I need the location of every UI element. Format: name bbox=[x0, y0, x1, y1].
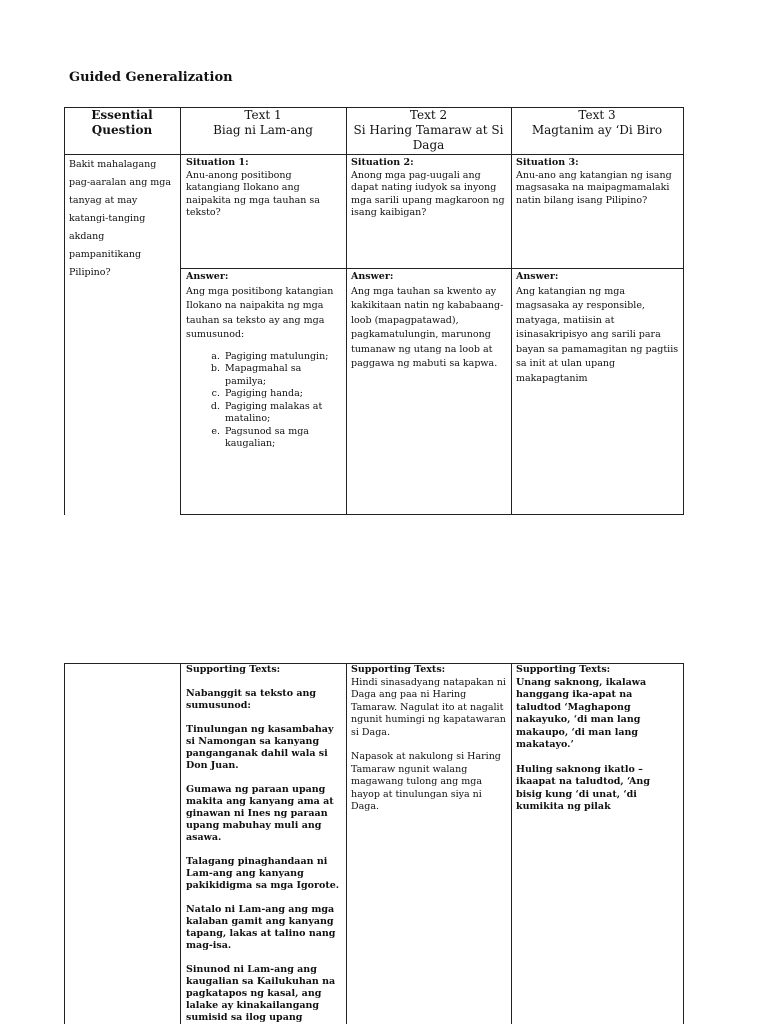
essential-question-text: Bakit mahalagang pag-aaralan ang mga tanyag at may katangi-tanging akdang pampanitikang Pilipino? bbox=[69, 159, 172, 278]
header-text-1: Text 1 Biag ni Lam-ang bbox=[213, 108, 313, 137]
list-item: e. Pagsunod sa mga kaugalian; bbox=[223, 426, 336, 451]
list-item: c. Pagiging handa; bbox=[223, 388, 336, 401]
header-text-2: Text 2 Si Haring Tamaraw at Si Daga bbox=[353, 108, 504, 152]
situation-1: Situation 1: Anu-anong positibong katangiang Ilokano ang naipakita ng mga tauhan sa teksto? bbox=[186, 157, 320, 218]
answer-1: Answer: Ang mga positibong katangian Ilokano na naipakita ng mga tauhan sa teksto ay ang mga sumusunod: a. Pagiging matulungin; b. Mapagmahal sa pamilya; c. Pagiging handa; d. Pagiging malakas at matalino; e. Pagsunod sa mga kaugalian; bbox=[186, 270, 336, 451]
answer-2: Answer: Ang mga tauhan sa kwento ay kakikitaan natin ng kababaang-loob (mapagpatawad), pagkamatulungin, marunong tumanaw ng utang na loob at paggawa ng mabuti sa kapwa. bbox=[351, 271, 504, 369]
page-title: Guided Generalization bbox=[69, 70, 233, 85]
supporting-texts-3: Supporting Texts: Unang saknong, ikalawa hanggang ika-apat na taludtod ‘Maghapong nakayuko, ‘di man lang makaupo, ‘di man lang makatayo.’ Huling saknong ikatlo – ikaapat na taludtod, ‘Ang bisig kung ‘di unat, ‘di kumikita ng pilak bbox=[516, 664, 650, 812]
situation-2: Situation 2: Anong mga pag-uugali ang dapat nating iudyok sa inyong mga sarili upang magkaroon ng isang kaibigan? bbox=[351, 157, 505, 218]
answer-1-list bbox=[186, 351, 336, 451]
supporting-texts-1: Supporting Texts: Nabanggit sa teksto ang sumusunod: Tinulungan ng kasambahay si Namongan sa kanyang panganganak dahil wala si Don Juan. Gumawa ng paraan upang makita ang kanyang ama at ginawan ni Ines ng paraan upang mabuhay muli ang asawa. Talagang pinaghandaan ni Lam-ang ang kanyang pakikidigma sa mga Igorote. Natalo ni Lam-ang ang mga kalaban gamit ang kanyang tapang, lakas at talino nang mag-isa. Sinunod ni Lam-ang ang kaugalian sa Kailukuhan na pagkatapos ng kasal, ang lalake ay kinakailangang sumisid sa ilog upang bbox=[186, 664, 340, 1023]
situation-3: Situation 3: Anu-ano ang katangian ng isang magsasaka na maipagmamalaki natin bilang isang Pilipino? bbox=[516, 157, 672, 206]
header-essential-question: Essential Question bbox=[91, 108, 153, 137]
list-item: a. Pagiging matulungin; bbox=[223, 351, 336, 364]
list-item: d. Pagiging malakas at matalino; bbox=[223, 401, 336, 426]
list-item: b. Mapagmahal sa pamilya; bbox=[223, 363, 336, 388]
supporting-texts-2: Supporting Texts: Hindi sinasadyang natapakan ni Daga ang paa ni Haring Tamaraw. Nagulat ito at nagalit ngunit humingi ng kapatawaran si Daga. Napasok at nakulong si Haring Tamaraw ngunit walang magawang tulong ang mga hayop at tinulungan siya ni Daga. bbox=[351, 664, 506, 812]
answer-3: Answer: Ang katangian ng mga magsasaka ay responsible, matyaga, matiisin at isinasakripisyo ang sarili para bayan sa pamamagitan ng pagtiis sa init at ulan upang makapagtanim bbox=[516, 271, 679, 384]
header-text-3: Text 3 Magtanim ay ‘Di Biro bbox=[531, 108, 663, 137]
